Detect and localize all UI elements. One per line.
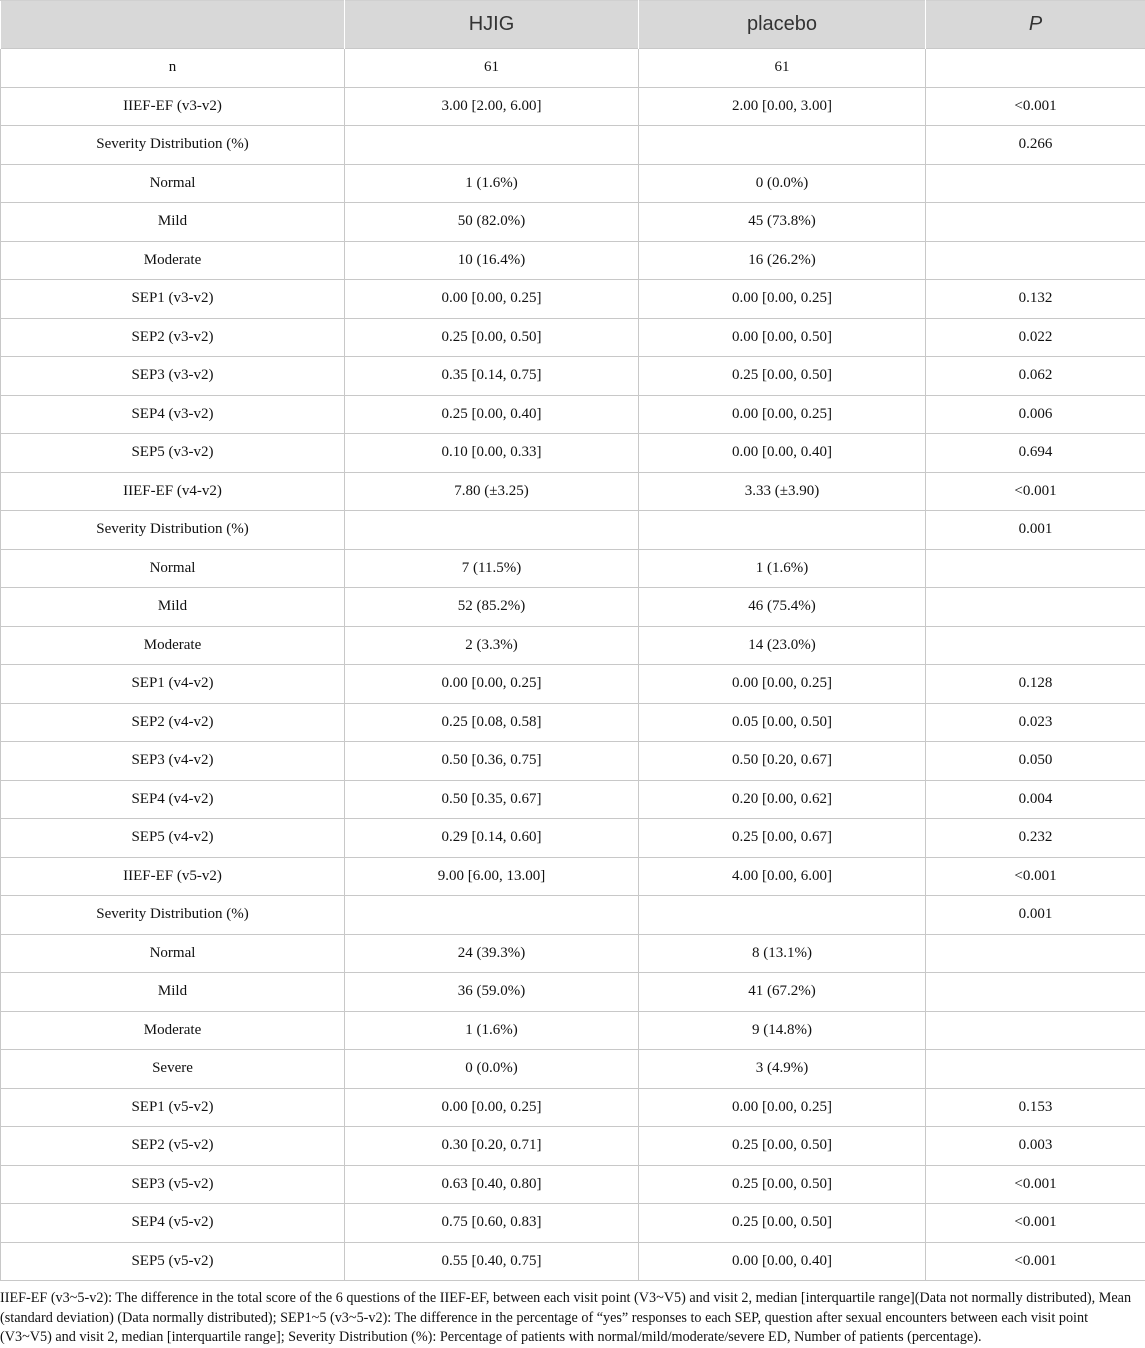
p-value-cell: <0.001 — [926, 1165, 1145, 1204]
hjig-value-cell: 1 (1.6%) — [345, 164, 639, 203]
table-row — [1, 973, 1145, 1012]
p-value-cell: 0.132 — [926, 280, 1145, 319]
table-row — [1, 318, 1145, 357]
table-row — [1, 1165, 1145, 1204]
row-label-cell: SEP2 (v3-v2) — [1, 318, 345, 357]
placebo-value-cell: 0.00 [0.00, 0.25] — [639, 395, 926, 434]
hjig-value-cell: 0.10 [0.00, 0.33] — [345, 434, 639, 473]
p-value-cell: 0.128 — [926, 665, 1145, 704]
hjig-value-cell: 0.00 [0.00, 0.25] — [345, 665, 639, 704]
p-value-cell: 0.050 — [926, 742, 1145, 781]
p-value-cell: <0.001 — [926, 87, 1145, 126]
p-value-cell: <0.001 — [926, 1242, 1145, 1281]
row-label-cell: Severe — [1, 1050, 345, 1089]
hjig-value-cell: 0.55 [0.40, 0.75] — [345, 1242, 639, 1281]
p-value-cell: 0.001 — [926, 511, 1145, 550]
hjig-value-cell: 0.25 [0.08, 0.58] — [345, 703, 639, 742]
p-value-cell: 0.003 — [926, 1127, 1145, 1166]
row-label-cell: SEP2 (v5-v2) — [1, 1127, 345, 1166]
row-label-cell: SEP5 (v3-v2) — [1, 434, 345, 473]
table-header — [1, 1, 1145, 49]
placebo-value-cell: 0.25 [0.00, 0.67] — [639, 819, 926, 858]
p-value-cell: <0.001 — [926, 472, 1145, 511]
placebo-value-cell: 3 (4.9%) — [639, 1050, 926, 1089]
hjig-value-cell: 7.80 (±3.25) — [345, 472, 639, 511]
table-row — [1, 742, 1145, 781]
table-row — [1, 511, 1145, 550]
row-label-cell: Normal — [1, 549, 345, 588]
row-label-cell: SEP2 (v4-v2) — [1, 703, 345, 742]
table-row — [1, 1204, 1145, 1243]
table-row — [1, 164, 1145, 203]
hjig-value-cell: 0.50 [0.35, 0.67] — [345, 780, 639, 819]
row-label-cell: IIEF-EF (v4-v2) — [1, 472, 345, 511]
p-value-cell: 0.232 — [926, 819, 1145, 858]
hjig-value-cell: 0 (0.0%) — [345, 1050, 639, 1089]
p-value-cell — [926, 241, 1145, 280]
p-value-cell — [926, 588, 1145, 627]
hjig-value-cell: 61 — [345, 49, 639, 88]
table-row — [1, 896, 1145, 935]
placebo-value-cell: 61 — [639, 49, 926, 88]
table-row — [1, 665, 1145, 704]
p-value-cell: 0.153 — [926, 1088, 1145, 1127]
row-label-cell: Normal — [1, 164, 345, 203]
placebo-value-cell: 16 (26.2%) — [639, 241, 926, 280]
table-row — [1, 395, 1145, 434]
placebo-value-cell: 0.25 [0.00, 0.50] — [639, 1204, 926, 1243]
table-row — [1, 126, 1145, 165]
table-row — [1, 203, 1145, 242]
p-value-cell — [926, 549, 1145, 588]
hjig-value-cell — [345, 896, 639, 935]
row-label-cell: SEP3 (v5-v2) — [1, 1165, 345, 1204]
row-label-cell: Severity Distribution (%) — [1, 896, 345, 935]
header-cell-label — [1, 1, 345, 49]
placebo-value-cell — [639, 896, 926, 935]
table-row — [1, 549, 1145, 588]
placebo-value-cell: 0.50 [0.20, 0.67] — [639, 742, 926, 781]
row-label-cell: Normal — [1, 934, 345, 973]
table-body — [1, 49, 1145, 1281]
placebo-value-cell: 41 (67.2%) — [639, 973, 926, 1012]
row-label-cell: IIEF-EF (v3-v2) — [1, 87, 345, 126]
hjig-value-cell: 1 (1.6%) — [345, 1011, 639, 1050]
row-label-cell: SEP1 (v4-v2) — [1, 665, 345, 704]
placebo-value-cell: 0.00 [0.00, 0.25] — [639, 1088, 926, 1127]
hjig-value-cell: 50 (82.0%) — [345, 203, 639, 242]
p-value-cell: 0.006 — [926, 395, 1145, 434]
row-label-cell: Moderate — [1, 241, 345, 280]
table-row — [1, 472, 1145, 511]
table-row — [1, 588, 1145, 627]
p-value-cell — [926, 934, 1145, 973]
p-value-cell: 0.001 — [926, 896, 1145, 935]
table-row — [1, 703, 1145, 742]
p-value-cell — [926, 1050, 1145, 1089]
hjig-value-cell: 0.30 [0.20, 0.71] — [345, 1127, 639, 1166]
row-label-cell: Moderate — [1, 626, 345, 665]
p-value-cell — [926, 203, 1145, 242]
placebo-value-cell: 0.00 [0.00, 0.25] — [639, 665, 926, 704]
table-row — [1, 357, 1145, 396]
table-row — [1, 780, 1145, 819]
placebo-value-cell: 0.20 [0.00, 0.62] — [639, 780, 926, 819]
hjig-value-cell: 0.75 [0.60, 0.83] — [345, 1204, 639, 1243]
header-cell-hjig: HJIG — [345, 1, 639, 49]
row-label-cell: SEP4 (v4-v2) — [1, 780, 345, 819]
hjig-value-cell: 0.63 [0.40, 0.80] — [345, 1165, 639, 1204]
table-row — [1, 280, 1145, 319]
p-value-cell: 0.062 — [926, 357, 1145, 396]
p-value-cell — [926, 1011, 1145, 1050]
row-label-cell: SEP3 (v4-v2) — [1, 742, 345, 781]
table-row — [1, 434, 1145, 473]
placebo-value-cell: 4.00 [0.00, 6.00] — [639, 857, 926, 896]
hjig-value-cell — [345, 126, 639, 165]
placebo-value-cell: 0.00 [0.00, 0.40] — [639, 434, 926, 473]
hjig-value-cell: 0.25 [0.00, 0.40] — [345, 395, 639, 434]
placebo-value-cell: 2.00 [0.00, 3.00] — [639, 87, 926, 126]
table-row — [1, 1127, 1145, 1166]
p-value-cell — [926, 973, 1145, 1012]
placebo-value-cell — [639, 126, 926, 165]
p-value-cell: 0.004 — [926, 780, 1145, 819]
placebo-value-cell: 45 (73.8%) — [639, 203, 926, 242]
placebo-value-cell: 0.05 [0.00, 0.50] — [639, 703, 926, 742]
placebo-value-cell: 0.00 [0.00, 0.50] — [639, 318, 926, 357]
placebo-value-cell: 0.25 [0.00, 0.50] — [639, 1165, 926, 1204]
header-cell-placebo: placebo — [639, 1, 926, 49]
header-cell-p-value: P — [926, 1, 1145, 49]
placebo-value-cell: 9 (14.8%) — [639, 1011, 926, 1050]
placebo-value-cell: 14 (23.0%) — [639, 626, 926, 665]
p-value-cell — [926, 49, 1145, 88]
row-label-cell: SEP1 (v5-v2) — [1, 1088, 345, 1127]
placebo-value-cell: 8 (13.1%) — [639, 934, 926, 973]
hjig-value-cell: 36 (59.0%) — [345, 973, 639, 1012]
table-row — [1, 819, 1145, 858]
hjig-value-cell: 2 (3.3%) — [345, 626, 639, 665]
placebo-value-cell: 46 (75.4%) — [639, 588, 926, 627]
placebo-value-cell: 0.25 [0.00, 0.50] — [639, 357, 926, 396]
row-label-cell: SEP3 (v3-v2) — [1, 357, 345, 396]
placebo-value-cell: 0 (0.0%) — [639, 164, 926, 203]
table-row — [1, 1242, 1145, 1281]
row-label-cell: n — [1, 49, 345, 88]
hjig-value-cell: 10 (16.4%) — [345, 241, 639, 280]
hjig-value-cell: 3.00 [2.00, 6.00] — [345, 87, 639, 126]
row-label-cell: SEP4 (v3-v2) — [1, 395, 345, 434]
hjig-value-cell: 0.00 [0.00, 0.25] — [345, 1088, 639, 1127]
row-label-cell: SEP4 (v5-v2) — [1, 1204, 345, 1243]
p-value-cell: <0.001 — [926, 857, 1145, 896]
table-row — [1, 49, 1145, 88]
table-footnote: IIEF-EF (v3~5-v2): The difference in the total score of the 6 questions of the IIEF-EF, between each visit point (V3~V5) and visit 2, median [interquartile range](Data not normally distributed), Mean (standard deviation) (Data normally distributed); SEP1~5 (v3~5-v2): The difference in the percentage of “yes” responses to each SEP, question after sexual encounters between each visit point (V3~V5) and visit 2, median [interquartile range]; Severity Distribution (%): Percentage of patients with normal/mild/moderate/severe ED, Number of patients (percentage). — [0, 1289, 1140, 1348]
hjig-value-cell — [345, 511, 639, 550]
p-value-cell — [926, 164, 1145, 203]
row-label-cell: SEP1 (v3-v2) — [1, 280, 345, 319]
placebo-value-cell: 0.00 [0.00, 0.25] — [639, 280, 926, 319]
hjig-value-cell: 24 (39.3%) — [345, 934, 639, 973]
hjig-value-cell: 9.00 [6.00, 13.00] — [345, 857, 639, 896]
table-row — [1, 1011, 1145, 1050]
placebo-value-cell: 3.33 (±3.90) — [639, 472, 926, 511]
row-label-cell: Mild — [1, 973, 345, 1012]
p-value-cell — [926, 626, 1145, 665]
row-label-cell: Mild — [1, 588, 345, 627]
table-row — [1, 1050, 1145, 1089]
hjig-value-cell: 0.50 [0.36, 0.75] — [345, 742, 639, 781]
header-row — [1, 1, 1145, 49]
placebo-value-cell: 0.25 [0.00, 0.50] — [639, 1127, 926, 1166]
hjig-value-cell: 0.25 [0.00, 0.50] — [345, 318, 639, 357]
table-row — [1, 87, 1145, 126]
table-row — [1, 626, 1145, 665]
p-value-cell: 0.022 — [926, 318, 1145, 357]
placebo-value-cell — [639, 511, 926, 550]
p-value-cell: 0.023 — [926, 703, 1145, 742]
row-label-cell: Severity Distribution (%) — [1, 126, 345, 165]
hjig-value-cell: 0.29 [0.14, 0.60] — [345, 819, 639, 858]
placebo-value-cell: 0.00 [0.00, 0.40] — [639, 1242, 926, 1281]
row-label-cell: Severity Distribution (%) — [1, 511, 345, 550]
table-row — [1, 934, 1145, 973]
table-row — [1, 1088, 1145, 1127]
row-label-cell: SEP5 (v4-v2) — [1, 819, 345, 858]
row-label-cell: IIEF-EF (v5-v2) — [1, 857, 345, 896]
p-value-cell: 0.266 — [926, 126, 1145, 165]
row-label-cell: SEP5 (v5-v2) — [1, 1242, 345, 1281]
table-row — [1, 241, 1145, 280]
p-value-cell: <0.001 — [926, 1204, 1145, 1243]
p-value-cell: 0.694 — [926, 434, 1145, 473]
row-label-cell: Moderate — [1, 1011, 345, 1050]
hjig-value-cell: 0.35 [0.14, 0.75] — [345, 357, 639, 396]
hjig-value-cell: 52 (85.2%) — [345, 588, 639, 627]
hjig-value-cell: 0.00 [0.00, 0.25] — [345, 280, 639, 319]
placebo-value-cell: 1 (1.6%) — [639, 549, 926, 588]
table-row — [1, 857, 1145, 896]
hjig-value-cell: 7 (11.5%) — [345, 549, 639, 588]
row-label-cell: Mild — [1, 203, 345, 242]
